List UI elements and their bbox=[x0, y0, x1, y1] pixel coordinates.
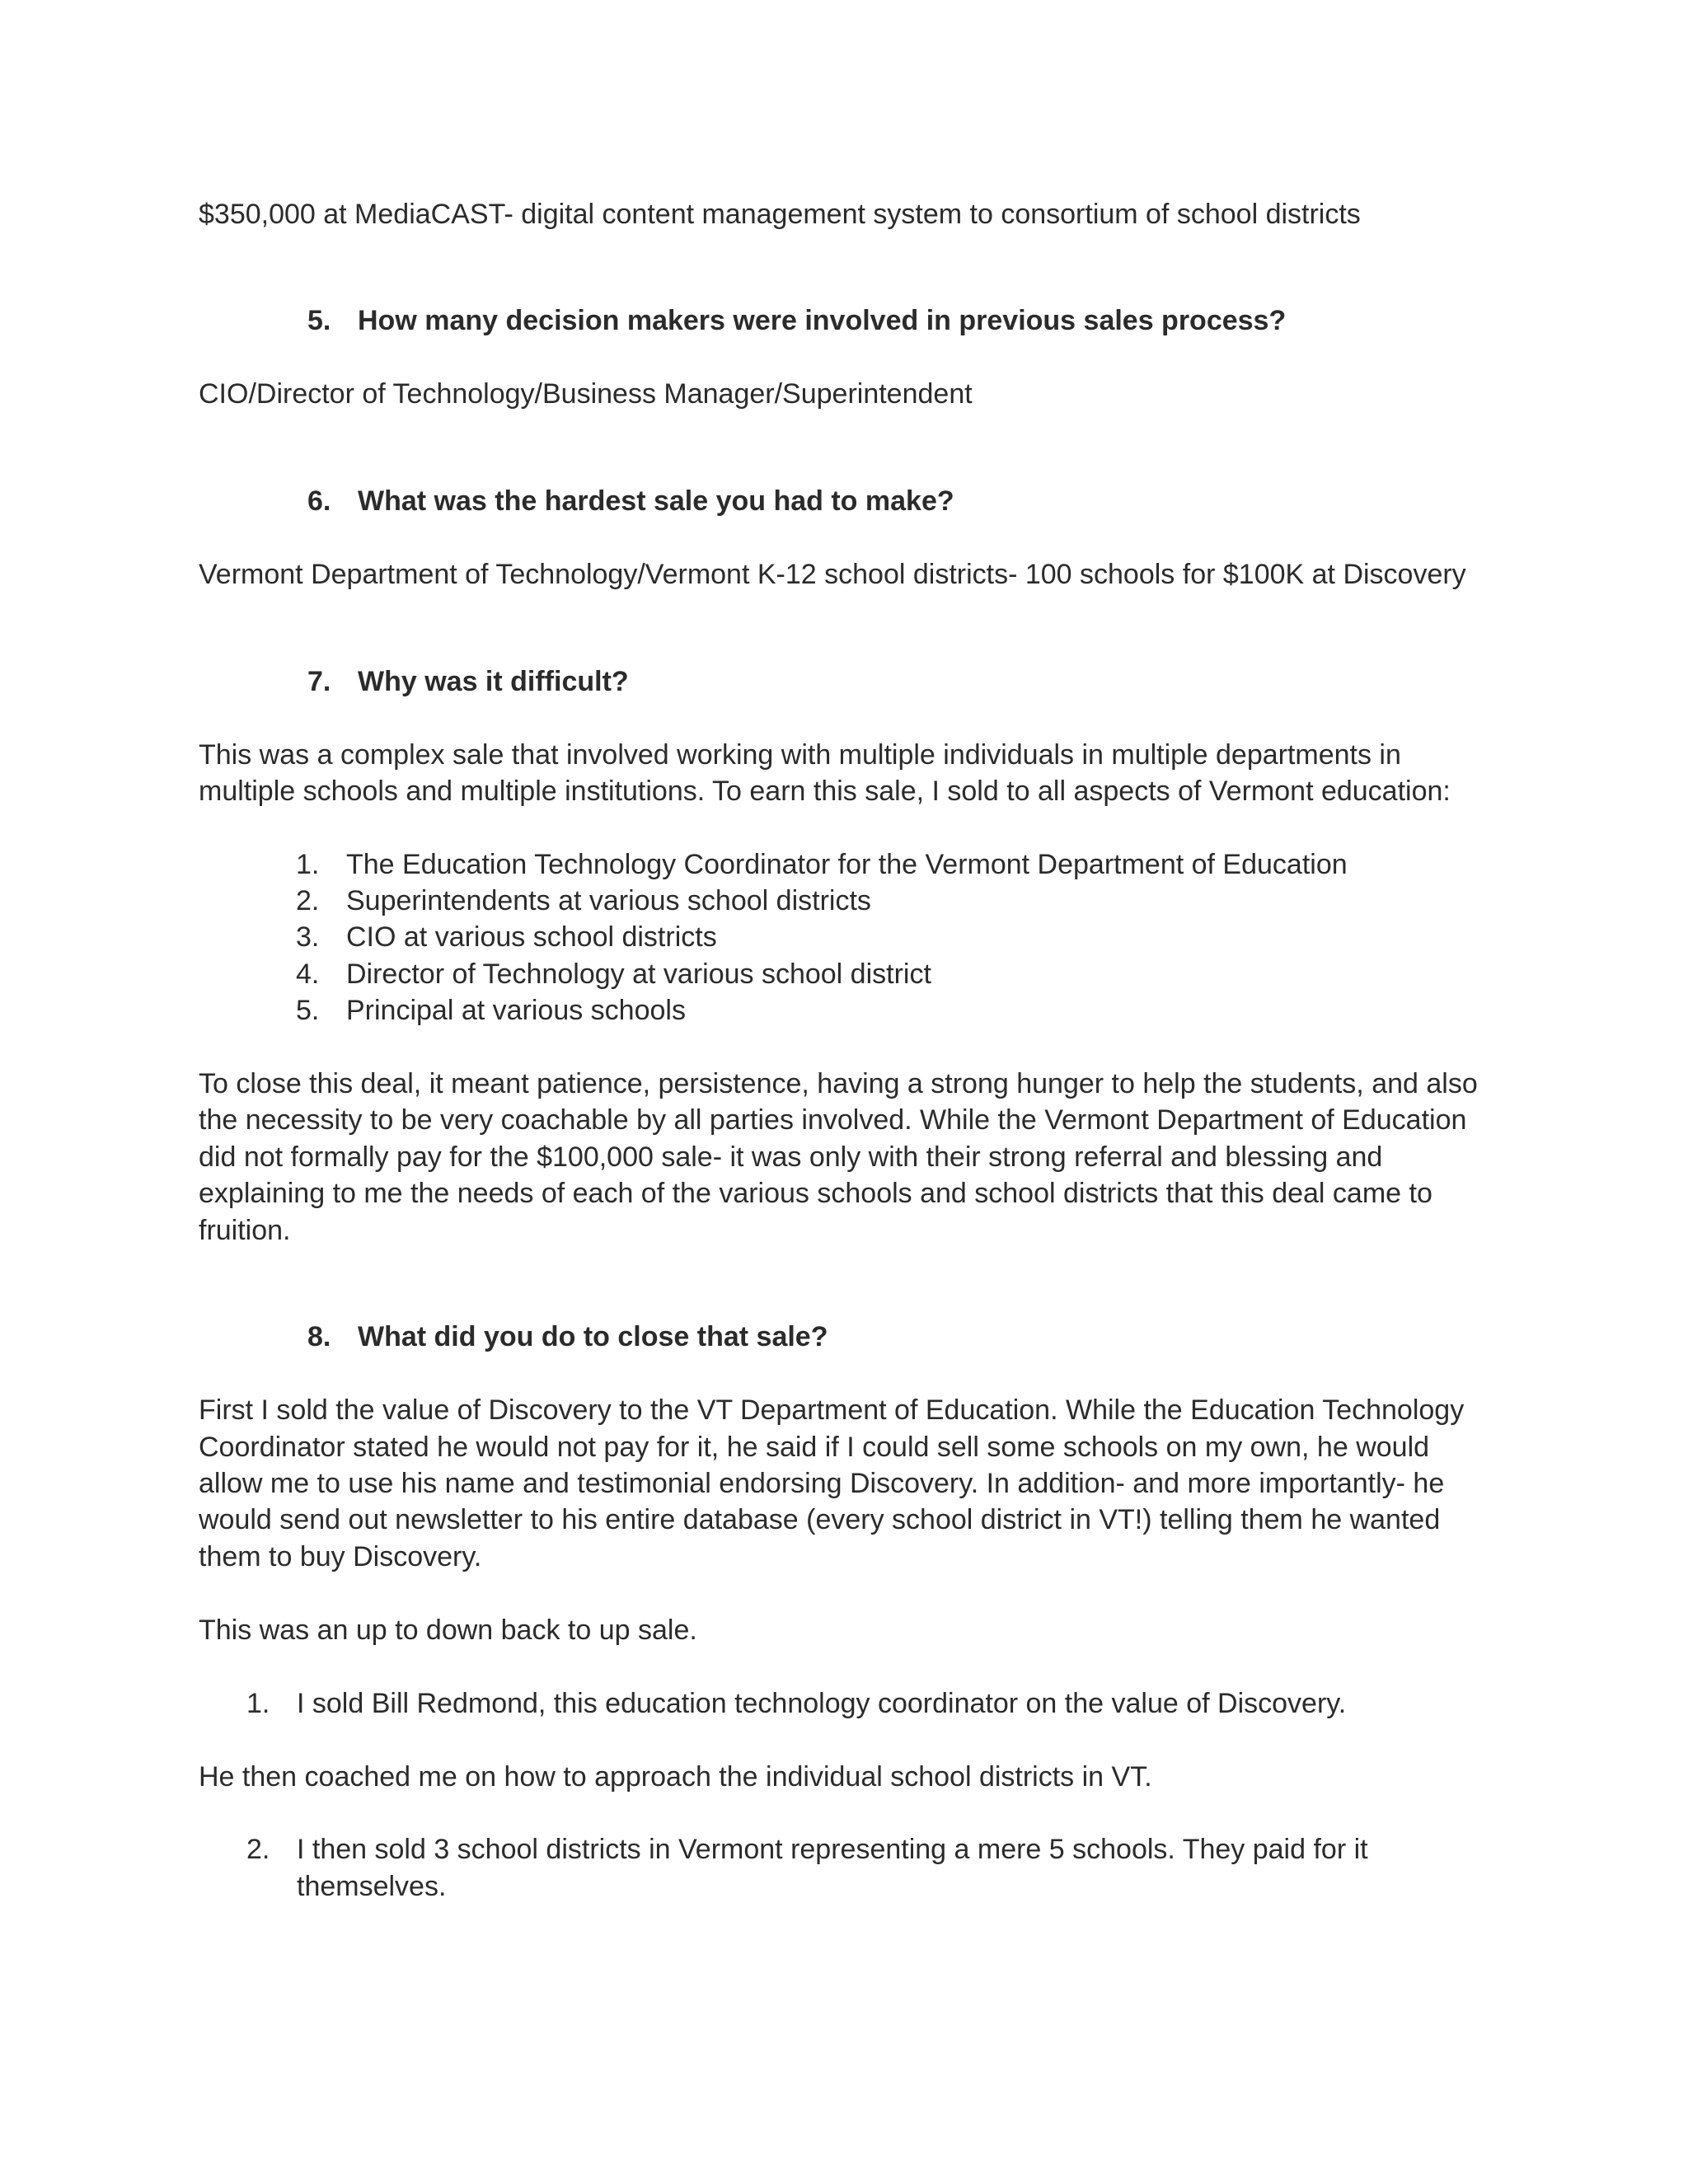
list-item-number: 5. bbox=[296, 995, 320, 1026]
question-6 bbox=[307, 483, 954, 520]
answer-7-line-1: This was a complex sale that involved working with multiple individuals in multiple departments in bbox=[199, 739, 1401, 771]
question-text: How many decision makers were involved in previous sales process? bbox=[358, 305, 1287, 336]
paragraph-mediacast: $350,000 at MediaCAST- digital content management system to consortium of school districts bbox=[199, 199, 1361, 230]
answer-6: Vermont Department of Technology/Vermont K-12 school districts- 100 schools for $100K at Discovery bbox=[199, 559, 1466, 590]
answer-8-line-3: allow me to use his name and testimonial endorsing Discovery. In addition- and more importantly- he bbox=[199, 1468, 1445, 1499]
question-number: 6. bbox=[307, 485, 331, 517]
answer-8-line-1: First I sold the value of Discovery to the VT Department of Education. While the Education Technology bbox=[199, 1394, 1465, 1426]
list-item-text: Principal at various schools bbox=[346, 995, 686, 1026]
list-item-number: 1. bbox=[296, 849, 320, 880]
question-text: What did you do to close that sale? bbox=[358, 1321, 828, 1352]
list-item-text: The Education Technology Coordinator for the Vermont Department of Education bbox=[346, 849, 1348, 880]
question-5 bbox=[307, 302, 1286, 340]
up-down-sentence: This was an up to down back to up sale. bbox=[199, 1615, 697, 1646]
question-8 bbox=[307, 1319, 828, 1356]
list-item-number: 1. bbox=[246, 1688, 270, 1719]
list-item-number: 2. bbox=[296, 885, 320, 916]
list-item-text: Superintendents at various school districts bbox=[346, 885, 871, 916]
question-number: 5. bbox=[307, 305, 331, 336]
close-paragraph-line-5: fruition. bbox=[199, 1215, 291, 1246]
list-item-number: 2. bbox=[246, 1834, 270, 1865]
close-paragraph-line-2: the necessity to be very coachable by all parties involved. While the Vermont Department of Education bbox=[199, 1104, 1467, 1136]
question-number: 8. bbox=[307, 1321, 331, 1352]
question-number: 7. bbox=[307, 666, 331, 697]
list-item-number: 4. bbox=[296, 958, 320, 990]
question-text: Why was it difficult? bbox=[358, 666, 629, 697]
list-item-text: themselves. bbox=[297, 1871, 447, 1902]
close-paragraph-line-1: To close this deal, it meant patience, persistence, having a strong hunger to help the students, and also bbox=[199, 1068, 1478, 1099]
answer-8-line-2: Coordinator stated he would not pay for it, he said if I could sell some schools on my own, he would bbox=[199, 1432, 1430, 1463]
coached-sentence: He then coached me on how to approach the individual school districts in VT. bbox=[199, 1761, 1152, 1793]
answer-5: CIO/Director of Technology/Business Manager/Superintendent bbox=[199, 378, 973, 410]
list-item-number: 3. bbox=[296, 921, 320, 953]
answer-7-line-2: multiple schools and multiple institutions. To earn this sale, I sold to all aspects of Vermont education: bbox=[199, 776, 1451, 807]
list-item-text: Director of Technology at various school district bbox=[346, 958, 931, 990]
list-item-text: CIO at various school districts bbox=[346, 921, 717, 953]
close-paragraph-line-4: explaining to me the needs of each of the various schools and school districts that this deal came to bbox=[199, 1178, 1432, 1209]
question-7 bbox=[307, 663, 629, 701]
question-text: What was the hardest sale you had to make? bbox=[358, 485, 954, 517]
list-item-text: I then sold 3 school districts in Vermont representing a mere 5 schools. They paid for it bbox=[297, 1834, 1368, 1865]
answer-8-line-4: would send out newsletter to his entire database (every school district in VT!) telling them he wanted bbox=[199, 1504, 1441, 1535]
answer-8-line-5: them to buy Discovery. bbox=[199, 1541, 482, 1572]
close-paragraph-line-3: did not formally pay for the $100,000 sale- it was only with their strong referral and blessing and bbox=[199, 1141, 1383, 1173]
list-item-text: I sold Bill Redmond, this education technology coordinator on the value of Discovery. bbox=[297, 1688, 1347, 1719]
